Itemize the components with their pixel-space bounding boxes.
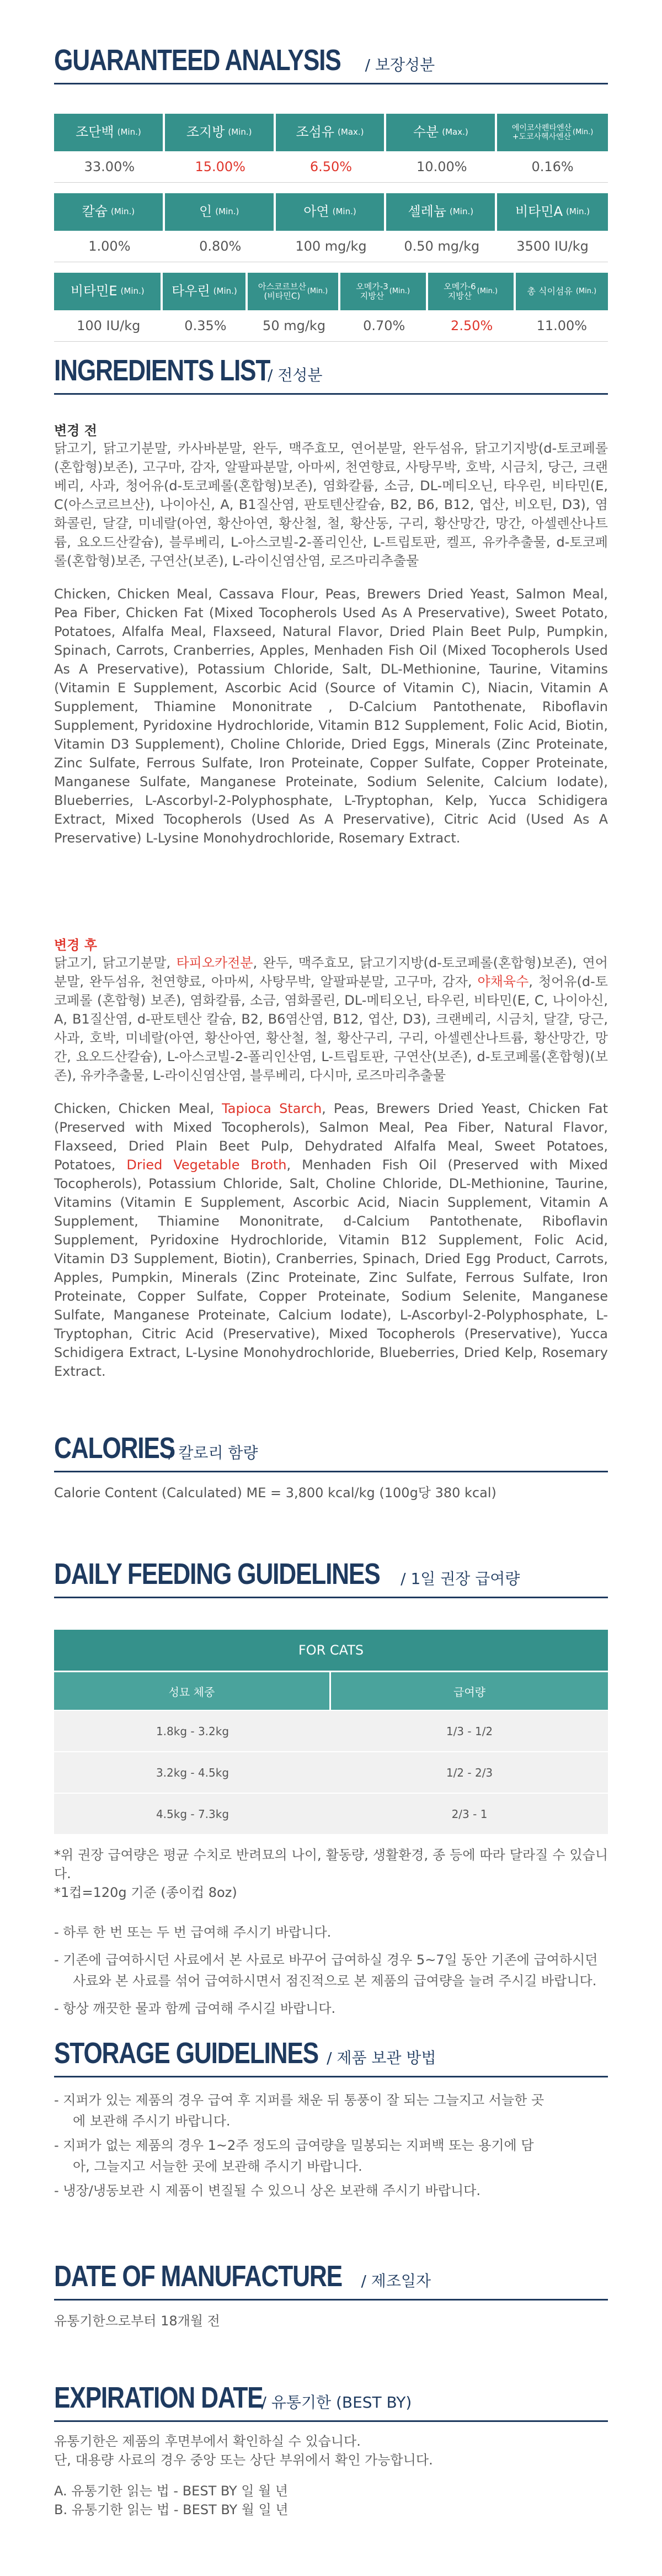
analysis-value: 33.00% — [84, 159, 135, 174]
before-label: 변경 전 — [54, 423, 97, 438]
section-header — [54, 2036, 608, 2077]
ingredients-after-korean: 닭고기, 닭고기분말, 타피오카전분, 완두, 맥주효모, 닭고기지방(d-토코페롤(혼합형)보존), 연어분말, 완두섬유, 천연향료, 아마씨, 사탕무박, 알팔파분말, 고구마, 감자, 야채육수, 청어유(d-토코페롤 (혼합형) 보존), 염화칼륨, 소금, 염화콜린, DL-메티오닌, 타우린, 비타민(E, C, 나이아신, A, B1질산염, d-판토텐산 칼슘, B2, B6염산염, B12, 엽산, D3), 크랜베리, 시금치, 달걀, 당근, 사과, 호박, 미네랄(아연, 황산아연, 황산철, 철, 황산구리, 구리, 아셀렌산나트륨, 황산망간, 망간, 요오드산칼슘), L-아스코빌-2-폴리인산염, L-트립토판, 구연산(보존), d-토코페롤(혼합형)(보존), 유카추출물, L-라이신염산염, 블루베리, 다시마, 로즈마리추출물 — [54, 955, 608, 1083]
amount-cell: 1/2 - 2/3 — [446, 1766, 493, 1779]
section-title: GUARANTEED ANALYSIS — [54, 44, 341, 77]
weight-cell: 3.2kg - 4.5kg — [156, 1766, 229, 1779]
manufacture-text: 유통기한으로부터 18개월 전 — [54, 2313, 220, 2329]
ingredients-before-korean: 닭고기, 닭고기분말, 카사바분말, 완두, 맥주효모, 연어분말, 완두섬유, 닭고기지방(d-토코페롤(혼합형)보존), 고구마, 감자, 알팔파분말, 아마씨, 천연향료, 사탕무박, 호박, 시금치, 당근, 크랜베리, 사과, 청어유(d-토코페롤(혼합형)보존), 염화칼륨, 소금, DL-메티오닌, 타우린, 비타민(E, C(아스코르브산), 나이아신, A, B1질산염, 판토텐산칼슘, B2, B6, B12, 엽산, 비오틴, D3), 염화콜린, 달걀, 미네랄(아연, 황산아연, 황산철, 철, 황산동, 구리, 황산망간, 망간, 아셀렌산나트륨, 요오드산칼슘), 블루베리, L-아스코빌-2-폴리인산, L-트립토판, 켈프, 유카추출물, d-토코페롤(혼합형)보존, 구연산(보존), L-라이신염산염, 로즈마리추출물 — [54, 441, 608, 569]
analysis-header-row-3 — [54, 273, 608, 310]
list-item: - 기존에 급여하시던 사료에서 본 사료로 바꾸어 급여하실 경우 5~7일 동안 기존에 급여하시던 사료와 본 사료를 섞어 급여하시면서 점진적으로 본 제품의 급여량을 늘려 주시길 바랍니다. — [54, 1952, 598, 1989]
analysis-value-row-3 — [54, 310, 608, 342]
analysis-header-cell: 조섬유 (Max.) — [276, 114, 387, 151]
section-subtitle: / 1일 권장 급여량 — [401, 1570, 520, 1588]
analysis-table — [54, 114, 608, 368]
manufacture-section — [54, 2259, 608, 2330]
analysis-value: 2.50% — [451, 318, 493, 333]
section-subtitle: / 보장성분 — [365, 56, 435, 74]
section-title: DATE OF MANUFACTURE — [54, 2260, 342, 2293]
analysis-header-cell: 오메가-3 지방산 (Min.) — [340, 273, 428, 310]
storage-instructions — [54, 2090, 551, 2201]
analysis-value: 11.00% — [536, 318, 588, 333]
section-header — [54, 2259, 608, 2301]
analysis-value: 100 IU/kg — [77, 318, 141, 333]
amount-cell: 2/3 - 1 — [451, 1807, 488, 1821]
weight-cell: 1.8kg - 3.2kg — [156, 1724, 229, 1738]
analysis-header-cell: 타우린 (Min.) — [163, 273, 248, 310]
analysis-header-row-2 — [54, 193, 608, 231]
expiration-read-a: A. 유통기한 읽는 법 - BEST BY 일 월 년 — [54, 2483, 289, 2499]
section-subtitle: / 제조일자 — [361, 2272, 431, 2290]
section-title: CALORIES — [54, 1432, 175, 1465]
section-header — [54, 353, 608, 395]
feeding-table — [54, 1630, 608, 1828]
amount-cell: 1/3 - 1/2 — [446, 1724, 493, 1738]
analysis-header-cell: 칼슘 (Min.) — [54, 193, 165, 231]
section-subtitle: / 유통기한 (BEST BY) — [261, 2393, 412, 2411]
analysis-value: 100 mg/kg — [295, 238, 367, 254]
ingredients-after — [54, 934, 608, 1381]
feeding-notes — [54, 1846, 608, 2019]
section-header — [54, 43, 608, 84]
section-subtitle: / 칼로리 함량 — [168, 1444, 258, 1462]
table-row — [54, 1793, 608, 1834]
section-title: INGREDIENTS LIST — [54, 354, 270, 387]
analysis-value: 0.50 mg/kg — [404, 238, 480, 254]
analysis-value: 15.00% — [195, 159, 245, 174]
storage-section — [54, 2036, 608, 2201]
calorie-content: Calorie Content (Calculated) ME = 3,800 kcal/kg (100g당 380 kcal) — [54, 1485, 496, 1501]
ingredients-before — [54, 420, 608, 847]
changed-ingredient: Dried Vegetable Broth — [126, 1157, 287, 1173]
changed-ingredient: Tapioca Starch — [222, 1101, 322, 1116]
analysis-header-cell: 조지방 (Min.) — [165, 114, 276, 151]
analysis-header-cell: 비타민A (Min.) — [497, 193, 608, 231]
expiration-read-b: B. 유통기한 읽는 법 - BEST BY 월 일 년 — [54, 2502, 289, 2517]
analysis-value-row-2 — [54, 231, 608, 262]
feeding-section — [54, 1557, 608, 1598]
analysis-value: 3500 IU/kg — [516, 238, 589, 254]
guaranteed-analysis-section — [54, 43, 608, 84]
expiration-text: 유통기한은 제품의 후면부에서 확인하실 수 있습니다. — [54, 2434, 361, 2449]
weight-cell: 4.5kg - 7.3kg — [156, 1807, 229, 1821]
analysis-header-cell: 인 (Min.) — [165, 193, 276, 231]
list-item: - 하루 한 번 또는 두 번 급여해 주시기 바랍니다. — [54, 1925, 332, 1940]
analysis-header-cell: 아스코르브산 (비타민C) (Min.) — [248, 273, 340, 310]
ingredients-section — [54, 353, 608, 395]
analysis-value: 0.16% — [531, 159, 574, 174]
expiration-text: 단, 대용량 사료의 경우 중앙 또는 상단 부위에서 확인 가능합니다. — [54, 2452, 433, 2468]
section-header — [54, 1431, 608, 1472]
table-row — [54, 1710, 608, 1751]
feeding-table-header — [54, 1671, 608, 1710]
analysis-value: 50 mg/kg — [263, 318, 326, 333]
analysis-header-cell: 비타민E (Min.) — [54, 273, 163, 310]
section-title: EXPIRATION DATE — [54, 2381, 263, 2414]
feeding-note: *위 권장 급여량은 평균 수치로 반려묘의 나이, 활동량, 생활환경, 종 등에 따라 달라질 수 있습니다. — [54, 1847, 608, 1881]
ingredients-before-english: Chicken, Chicken Meal, Cassava Flour, Peas, Brewers Dried Yeast, Salmon Meal, Pea Fiber, Chicken Fat (Mixed Tocopherols Used As A Preservative), Sweet Potato, Potatoes, Alfalfa Meal, Flaxseed, Natural Flavor, Dried Plain Beet Pulp, Pumpkin, Spinach, Carrots, Cranberries, Apples, Menhaden Fish Oil (Mixed Tocopherols Used As A Preservative), Potassium Chloride, Salt, DL-Methionine, Taurine, Vitamins (Vitamin E Supplement, Ascorbic Acid (Source of Vitamin C), Niacin, Vitamin A Supplement, Thiamine Mononitrate , D-Calcium Pantothenate, Riboflavin Supplement, Pyridoxine Hydrochloride, Vitamin B12 Supplement, Folic Acid, Biotin, Vitamin D3 Supplement), Choline Chloride, Dried Eggs, Minerals (Zinc Proteinate, Zinc Sulfate, Ferrous Sulfate, Iron Proteinate, Copper Sulfate, Copper Proteinate, Manganese Sulfate, Manganese Proteinate, Sodium Selenite, Calcium Iodate), Blueberries, L-Ascorbyl-2-Polyphosphate, L-Tryptophan, Kelp, Yucca Schidigera Extract, Mixed Tocopherols (Used As A Preservative), Citric Acid (Used As A Preservative) L-Lysine Monohydrochloride, Rosemary Extract. — [54, 586, 608, 846]
analysis-value: 0.80% — [199, 238, 242, 254]
section-subtitle: / 제품 보관 방법 — [327, 2049, 436, 2067]
section-title: DAILY FEEDING GUIDELINES — [54, 1557, 380, 1591]
analysis-value: 0.70% — [363, 318, 405, 333]
column-header-amount: 급여량 — [331, 1672, 608, 1710]
changed-ingredient: 타피오카전분 — [176, 955, 253, 971]
analysis-header-row-1 — [54, 114, 608, 151]
feeding-table-title: FOR CATS — [54, 1630, 608, 1671]
section-header — [54, 2381, 608, 2422]
list-item: - 항상 깨끗한 물과 함께 급여해 주시길 바랍니다. — [54, 2001, 336, 2016]
analysis-header-cell: 오메가-6 지방산 (Min.) — [428, 273, 516, 310]
section-header — [54, 1557, 608, 1598]
list-item: - 지퍼가 있는 제품의 경우 급여 후 지퍼를 채운 뒤 통풍이 잘 되는 그늘지고 서늘한 곳에 보관해 주시기 바랍니다. — [54, 2092, 544, 2129]
analysis-header-cell: 아연 (Min.) — [276, 193, 387, 231]
column-header-weight: 성묘 체중 — [54, 1672, 331, 1710]
after-label: 변경 후 — [54, 937, 97, 953]
analysis-value: 6.50% — [309, 159, 353, 174]
analysis-value: 0.35% — [184, 318, 227, 333]
section-subtitle: / 전성분 — [268, 366, 323, 384]
analysis-header-cell: 수분 (Max.) — [386, 114, 497, 151]
analysis-header-cell: 총 식이섬유 (Min.) — [516, 273, 608, 310]
expiration-section — [54, 2381, 608, 2519]
feeding-instructions — [54, 1922, 608, 2019]
section-title: STORAGE GUIDELINES — [54, 2037, 318, 2070]
analysis-value: 10.00% — [417, 159, 467, 174]
analysis-header-cell: 셀레늄 (Min.) — [386, 193, 497, 231]
feeding-note: *1컵=120g 기준 (종이컵 8oz) — [54, 1885, 237, 1900]
list-item: - 냉장/냉동보관 시 제품이 변질될 수 있으니 상온 보관해 주시기 바랍니다. — [54, 2183, 481, 2198]
ingredients-after-english: Chicken, Chicken Meal, Tapioca Starch, Peas, Brewers Dried Yeast, Chicken Fat (Preserved with Mixed Tocopherols), Salmon Meal, Pea Fiber, Natural Flavor, Flaxseed, Dried Plain Beet Pulp, Dehydrated Alfalfa Meal, Sweet Potatoes, Potatoes, Dried Vegetable Broth, Menhaden Fish Oil (Preserved with Mixed Tocopherols), Potassium Chloride, Salt, Choline Chloride, DL-Methionine, Taurine, Vitamins (Vitamin E Supplement, Ascorbic Acid, Niacin Supplement, Vitamin A Supplement, Thiamine Mononitrate, d-Calcium Pantothenate, Riboflavin Supplement, Pyridoxine Hydrochloride, Vitamin B12 Supplement, Folic Acid, Vitamin D3 Supplement, Biotin), Cranberries, Spinach, Dried Egg Product, Carrots, Apples, Pumpkin, Minerals (Zinc Proteinate, Zinc Sulfate, Ferrous Sulfate, Iron Proteinate, Copper Sulfate, Copper Proteinate, Sodium Selenite, Manganese Sulfate, Manganese Proteinate, Calcium Iodate), L-Ascorbyl-2-Polyphosphate, L-Tryptophan, Citric Acid (Preservative), Mixed Tocopherols (Preservative), Yucca Schidigera Extract, L-Lysine Monohydrochloride, Blueberries, Dried Kelp, Rosemary Extract. — [54, 1101, 608, 1379]
calories-section — [54, 1431, 608, 1502]
analysis-value: 1.00% — [88, 238, 131, 254]
table-row — [54, 1751, 608, 1793]
list-item: - 지퍼가 없는 제품의 경우 1~2주 정도의 급여량을 밀봉되는 지퍼백 또는 용기에 담아, 그늘지고 서늘한 곳에 보관해 주시기 바랍니다. — [54, 2138, 534, 2174]
analysis-header-cell: 에이코사펜타엔산 +도코사헥사엔산 (Min.) — [497, 114, 608, 151]
changed-ingredient: 야채육수 — [477, 974, 529, 989]
analysis-header-cell: 조단백 (Min.) — [54, 114, 165, 151]
analysis-value-row-1 — [54, 151, 608, 183]
